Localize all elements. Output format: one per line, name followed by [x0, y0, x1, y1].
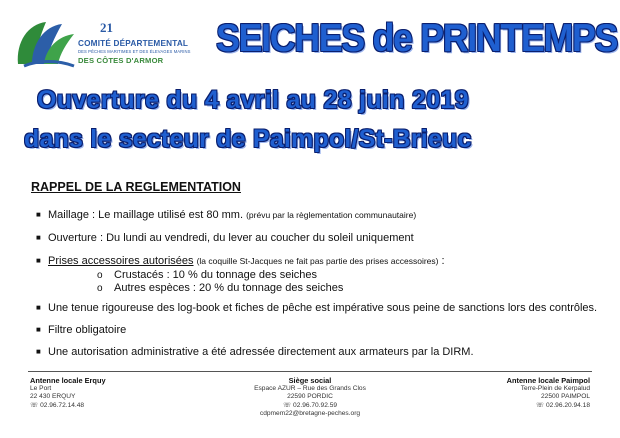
prises-label: Prises accessoires autorisées	[48, 255, 194, 267]
footer-siege	[210, 377, 410, 418]
circle-bullet-icon: o	[97, 283, 103, 294]
list-item-logbook	[36, 302, 597, 314]
footer-paimpol	[507, 377, 590, 410]
prises-suffix: :	[438, 255, 445, 267]
footer-siege-email: cdpmem22@bretagne-peches.org	[259, 409, 361, 417]
logbook-text: Une tenue rigoureuse des log-book et fiches de pêche est impérative sous peine de sanctions lors des contrôles.	[48, 302, 598, 314]
list-item-autorisation	[36, 346, 474, 358]
maillage-text: Maillage : Le maillage utilisé est 80 mm.	[48, 209, 244, 221]
footer-siege-heading: Siège social	[288, 376, 332, 385]
list-item-filtre	[36, 324, 126, 336]
footer-siege-phone: ☏ 02.96.70.92.59	[282, 401, 338, 409]
list-item-prises	[36, 255, 445, 267]
footer-erquy	[30, 377, 106, 410]
footer-siege-line: Espace AZUR – Rue des Grands Clos	[254, 385, 366, 393]
maillage-note: (prévu par la règlementation communautaire)	[246, 210, 417, 220]
footer-paimpol-heading: Antenne locale Paimpol	[506, 376, 590, 385]
opening-dates: Ouverture du 4 avril au 28 juin 2019	[37, 86, 469, 114]
prises-note: (la coquille St-Jacques ne fait pas partie des prises accessoires)	[196, 256, 439, 266]
autres-text: Autres espèces : 20 % du tonnage des seiches	[114, 282, 344, 294]
bullet-icon: ■	[36, 210, 41, 219]
sector: dans le secteur de Paimpol/St-Brieuc	[24, 125, 472, 153]
logo-line-1: COMITÉ DÉPARTEMENTAL	[78, 39, 189, 48]
logo-number: 21	[100, 20, 113, 35]
autorisation-text: Une autorisation administrative a été adressée directement aux armateurs par la DIRM.	[48, 346, 474, 358]
logo-line-2: DES PÊCHES MARITIMES ET DES ÉLEVAGES MARINS	[78, 49, 191, 54]
bullet-icon: ■	[36, 303, 41, 312]
sub-item-crustaces	[97, 269, 317, 281]
page-title: SEICHES de PRINTEMPS	[216, 17, 618, 60]
bullet-icon: ■	[36, 256, 41, 265]
footer-paimpol-line: Terre-Plein de Kerpalud	[520, 385, 590, 393]
section-heading: RAPPEL DE LA REGLEMENTATION	[31, 180, 241, 194]
scallop-logo-icon	[14, 12, 78, 72]
list-item-ouverture	[36, 232, 414, 244]
sub-item-autres	[97, 282, 343, 294]
ouverture-text: Ouverture : Du lundi au vendredi, du lever au coucher du soleil uniquement	[48, 232, 414, 244]
bullet-icon: ■	[36, 347, 41, 356]
footer-siege-line: 22590 PORDIC	[287, 393, 333, 401]
crustaces-text: Crustacés : 10 % du tonnage des seiches	[114, 269, 318, 281]
bullet-icon: ■	[36, 233, 41, 242]
bullet-icon: ■	[36, 325, 41, 334]
footer-divider	[28, 371, 592, 372]
footer-erquy-line: Le Port	[30, 385, 52, 393]
footer-erquy-phone: ☏ 02.96.72.14.48	[30, 401, 85, 409]
circle-bullet-icon: o	[97, 270, 103, 281]
list-item-maillage	[36, 209, 416, 221]
cdpmem-logo	[14, 12, 191, 74]
footer-paimpol-line: 22500 PAIMPOL	[541, 393, 590, 401]
filtre-text: Filtre obligatoire	[48, 324, 127, 336]
logo-line-3: DES CÔTES D'ARMOR	[78, 56, 164, 65]
footer-erquy-line: 22 430 ERQUY	[30, 393, 76, 401]
footer-paimpol-phone: ☏ 02.96.20.94.18	[535, 401, 590, 409]
footer-erquy-heading: Antenne locale Erquy	[30, 376, 106, 385]
